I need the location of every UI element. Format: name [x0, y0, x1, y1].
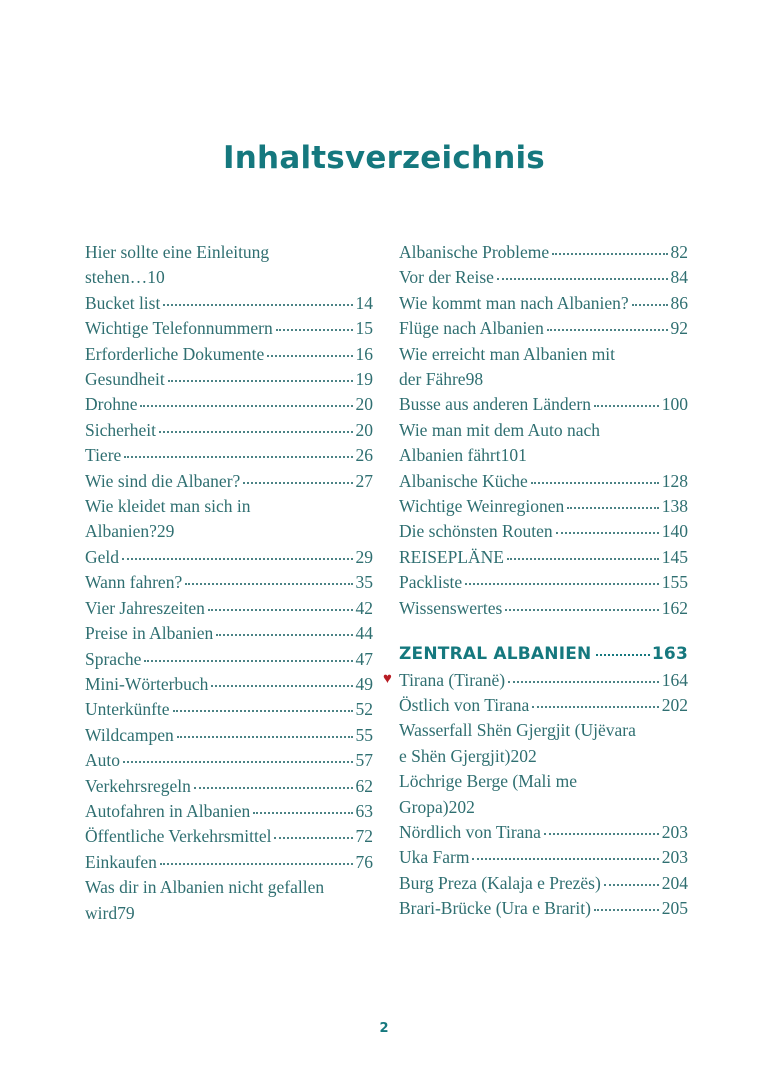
entry-page-number: 164 [661, 669, 688, 690]
entry-tail-line [85, 265, 373, 290]
leader-dots [472, 858, 658, 860]
leader-dots [544, 833, 659, 835]
toc-entry[interactable] [85, 723, 373, 748]
entry-label: Preise in Albanien [85, 623, 214, 644]
leader-dots [531, 482, 659, 484]
entry-label: Tirana (Tiranë) [399, 669, 506, 690]
entry-label: Albanien fährt [399, 445, 501, 466]
entry-page-number: 55 [355, 724, 373, 745]
page-number: 2 [379, 1021, 389, 1036]
entry-tail-line [399, 795, 688, 820]
leader-dots [211, 685, 352, 687]
toc-entry[interactable] [85, 342, 373, 367]
leader-dots [177, 736, 353, 738]
entry-page-number: 101 [500, 445, 527, 466]
leader-dots [253, 812, 352, 814]
entry-label: Verkehrsregeln [85, 775, 191, 796]
toc-entry[interactable] [399, 316, 688, 341]
entry-label: Einkaufen [85, 851, 157, 872]
leader-dots [185, 583, 352, 585]
leader-dots [140, 405, 352, 407]
leader-dots [567, 507, 659, 509]
entry-label: ZENTRAL ALBANIEN [399, 644, 592, 665]
leader-dots [604, 884, 659, 886]
toc-entry[interactable] [399, 469, 688, 494]
entry-label: Auto [85, 750, 120, 771]
entry-label: Die schönsten Routen [399, 521, 553, 542]
entry-page-number: 163 [651, 644, 688, 665]
entry-label: Nördlich von Tirana [399, 821, 541, 842]
leader-dots [507, 558, 659, 560]
leader-dots [144, 660, 352, 662]
entry-page-number: 14 [355, 292, 373, 313]
toc-entry[interactable] [85, 672, 373, 697]
entry-page-number: 140 [661, 521, 688, 542]
toc-entry[interactable] [85, 647, 373, 672]
toc-columns [0, 240, 768, 926]
toc-entry[interactable] [85, 799, 373, 824]
leader-dots [596, 654, 649, 656]
entry-label: Flüge nach Albanien [399, 318, 544, 339]
entry-page-number: 145 [661, 546, 688, 567]
entry-page-number: 203 [661, 847, 688, 868]
entry-label: Unterkünfte [85, 699, 170, 720]
entry-page-number: 10 [147, 267, 165, 288]
toc-entry[interactable] [399, 871, 688, 896]
toc-entry[interactable] [399, 769, 688, 820]
toc-entry[interactable] [399, 519, 688, 544]
toc-entry[interactable] [85, 596, 373, 621]
entry-label: Uka Farm [399, 847, 470, 868]
entry-label: Albanien? [85, 521, 157, 542]
entry-page-number: 49 [355, 673, 373, 694]
entry-label: Wann fahren? [85, 572, 183, 593]
entry-label: Erforderliche Dokumente [85, 343, 265, 364]
toc-entry[interactable] [399, 494, 688, 519]
toc-section-heading[interactable] [399, 642, 688, 667]
toc-entry[interactable] [399, 342, 688, 393]
leader-dots [497, 278, 668, 280]
entry-label: Östlich von Tirana [399, 694, 530, 715]
entry-page-number: 62 [355, 775, 373, 796]
toc-entry[interactable] [399, 392, 688, 417]
entry-page-number: 16 [355, 343, 373, 364]
leader-dots [160, 863, 353, 865]
leader-dots [465, 583, 659, 585]
leader-dots [556, 532, 659, 534]
entry-page-number: 82 [670, 242, 688, 262]
toc-entry[interactable] [85, 850, 373, 875]
entry-label: Wie sind die Albaner? [85, 470, 241, 491]
leader-dots [216, 634, 352, 636]
leader-dots [168, 380, 353, 382]
entry-label: Geld [85, 546, 120, 567]
entry-label: Albanische Probleme [399, 242, 550, 262]
entry-page-number: 20 [355, 394, 373, 415]
toc-entry[interactable] [85, 469, 373, 494]
toc-entry[interactable] [85, 367, 373, 392]
entry-page-number: 19 [355, 369, 373, 390]
heart-icon: ♥ [383, 670, 392, 687]
entry-page-number: 204 [661, 872, 688, 893]
entry-label: Brari-Brücke (Ura e Brarit) [399, 898, 591, 919]
entry-page-number: 63 [355, 800, 373, 821]
toc-entry[interactable] [85, 570, 373, 595]
leader-dots [594, 909, 659, 911]
entry-page-number: 100 [661, 394, 688, 415]
toc-entry[interactable] [85, 545, 373, 570]
entry-label: Vor der Reise [399, 267, 494, 288]
entry-label: Wie kommt man nach Albanien? [399, 292, 629, 313]
toc-entry[interactable] [399, 418, 688, 469]
entry-page-number: 20 [355, 419, 373, 440]
entry-page-number: 98 [465, 369, 484, 390]
entry-label: Albanische Küche [399, 470, 528, 491]
entry-label: Mini-Wörterbuch [85, 673, 209, 694]
leader-dots [124, 456, 352, 458]
toc-entry[interactable] [85, 418, 373, 443]
entry-tail-line [399, 744, 688, 769]
toc-entry[interactable] [399, 896, 688, 921]
toc-entry[interactable] [85, 240, 373, 291]
toc-entry[interactable] [85, 443, 373, 468]
entry-tail-line [85, 519, 373, 544]
toc-entry[interactable] [399, 291, 688, 316]
toc-entry[interactable] [399, 265, 688, 290]
entry-label: stehen… [85, 267, 148, 288]
entry-label: Drohne [85, 394, 138, 415]
leader-dots [194, 787, 353, 789]
toc-entry[interactable] [85, 316, 373, 341]
entry-label: der Fähre [399, 369, 466, 390]
entry-label: Wie kleidet man sich in [85, 496, 251, 517]
toc-entry[interactable] [399, 845, 688, 870]
entry-label: Vier Jahreszeiten [85, 597, 205, 618]
toc-entry[interactable] [399, 570, 688, 595]
toc-entry[interactable] [85, 875, 373, 926]
toc-entry[interactable] [399, 596, 688, 621]
toc-entry[interactable] [85, 774, 373, 799]
entry-label: e Shën Gjergjit) [399, 745, 511, 766]
toc-column-left [85, 240, 373, 926]
entry-label: Tiere [85, 445, 122, 466]
entry-label: Wie erreicht man Albanien mit [399, 343, 616, 364]
entry-page-number: 29 [156, 521, 175, 542]
entry-page-number: 79 [117, 902, 135, 923]
leader-dots [505, 609, 658, 611]
entry-label: Autofahren in Albanien [85, 800, 251, 821]
entry-label: Wie man mit dem Auto nach [399, 419, 600, 440]
entry-tail-line [85, 901, 373, 926]
entry-page-number: 72 [355, 826, 373, 847]
entry-page-number: 202 [661, 694, 688, 715]
toc-entry[interactable] [85, 748, 373, 773]
leader-dots [508, 681, 659, 683]
entry-label: Wildcampen [85, 724, 174, 745]
leader-dots [123, 761, 353, 763]
leader-dots [594, 405, 659, 407]
entry-page-number: 27 [355, 470, 373, 491]
leader-dots [632, 304, 668, 306]
leader-dots [547, 329, 668, 331]
entry-page-number: 155 [661, 572, 688, 593]
entry-label: Bucket list [85, 292, 161, 313]
entry-label: Wichtige Weinregionen [399, 496, 565, 517]
leader-dots [122, 558, 352, 560]
toc-entry[interactable] [399, 820, 688, 845]
entry-label: Öffentliche Verkehrsmittel [85, 826, 272, 847]
toc-entry[interactable] [399, 693, 688, 718]
leader-dots [159, 431, 353, 433]
entry-page-number: 92 [670, 318, 688, 339]
entry-page-number: 202 [448, 796, 475, 817]
leader-dots [267, 355, 352, 357]
toc-entry[interactable] [399, 545, 688, 570]
entry-label: Löchrige Berge (Mali me [399, 771, 578, 792]
page-title: Inhaltsverzeichnis [223, 140, 545, 176]
entry-label: Gesundheit [85, 369, 165, 390]
leader-dots [552, 253, 667, 255]
entry-page-number: 203 [661, 821, 688, 842]
entry-label: wird [85, 902, 118, 923]
entry-label: Busse aus anderen Ländern [399, 394, 591, 415]
entry-page-number: 52 [355, 699, 373, 720]
leader-dots [276, 329, 353, 331]
entry-tail-line [399, 443, 688, 468]
entry-label: Burg Preza (Kalaja e Prezës) [399, 872, 601, 893]
entry-page-number: 44 [355, 623, 373, 644]
leader-dots [532, 706, 658, 708]
entry-page-number: 84 [670, 267, 688, 288]
entry-label: REISEPLÄNE [399, 546, 504, 567]
toc-entry[interactable] [399, 718, 688, 769]
entry-label: Gropa) [399, 796, 449, 817]
entry-tail-line [399, 367, 688, 392]
toc-entry[interactable] [85, 621, 373, 646]
leader-dots [163, 304, 352, 306]
entry-page-number: 205 [661, 898, 688, 919]
entry-label: Packliste [399, 572, 463, 593]
toc-entry[interactable] [85, 392, 373, 417]
toc-entry[interactable] [85, 697, 373, 722]
entry-page-number: 29 [355, 546, 373, 567]
entry-label: Wichtige Telefonnummern [85, 318, 273, 339]
toc-entry[interactable] [85, 291, 373, 316]
toc-column-right [383, 240, 688, 922]
entry-label: Sicherheit [85, 419, 156, 440]
toc-entry[interactable] [399, 240, 688, 265]
entry-page-number: 57 [355, 750, 373, 771]
entry-page-number: 138 [661, 496, 688, 517]
toc-entry[interactable] [383, 668, 688, 693]
entry-page-number: 202 [510, 745, 537, 766]
leader-dots [274, 837, 352, 839]
entry-page-number: 35 [355, 572, 373, 593]
entry-page-number: 128 [661, 470, 688, 491]
leader-dots [208, 609, 353, 611]
entry-page-number: 162 [661, 597, 688, 618]
entry-label: Was dir in Albanien nicht gefallen [85, 877, 325, 898]
entry-page-number: 15 [355, 318, 373, 339]
leader-dots [173, 710, 353, 712]
entry-label: Wasserfall Shën Gjergjit (Ujëvara [399, 720, 636, 741]
toc-entry[interactable] [85, 824, 373, 849]
entry-label: Hier sollte eine Einleitung [85, 242, 270, 262]
toc-entry[interactable] [85, 494, 373, 545]
entry-page-number: 47 [355, 648, 373, 669]
entry-page-number: 76 [355, 851, 373, 872]
entry-page-number: 42 [355, 597, 373, 618]
entry-page-number: 26 [355, 445, 373, 466]
entry-label: Wissenswertes [399, 597, 503, 618]
entry-label: Sprache [85, 648, 142, 669]
leader-dots [243, 482, 352, 484]
entry-page-number: 86 [670, 292, 688, 313]
